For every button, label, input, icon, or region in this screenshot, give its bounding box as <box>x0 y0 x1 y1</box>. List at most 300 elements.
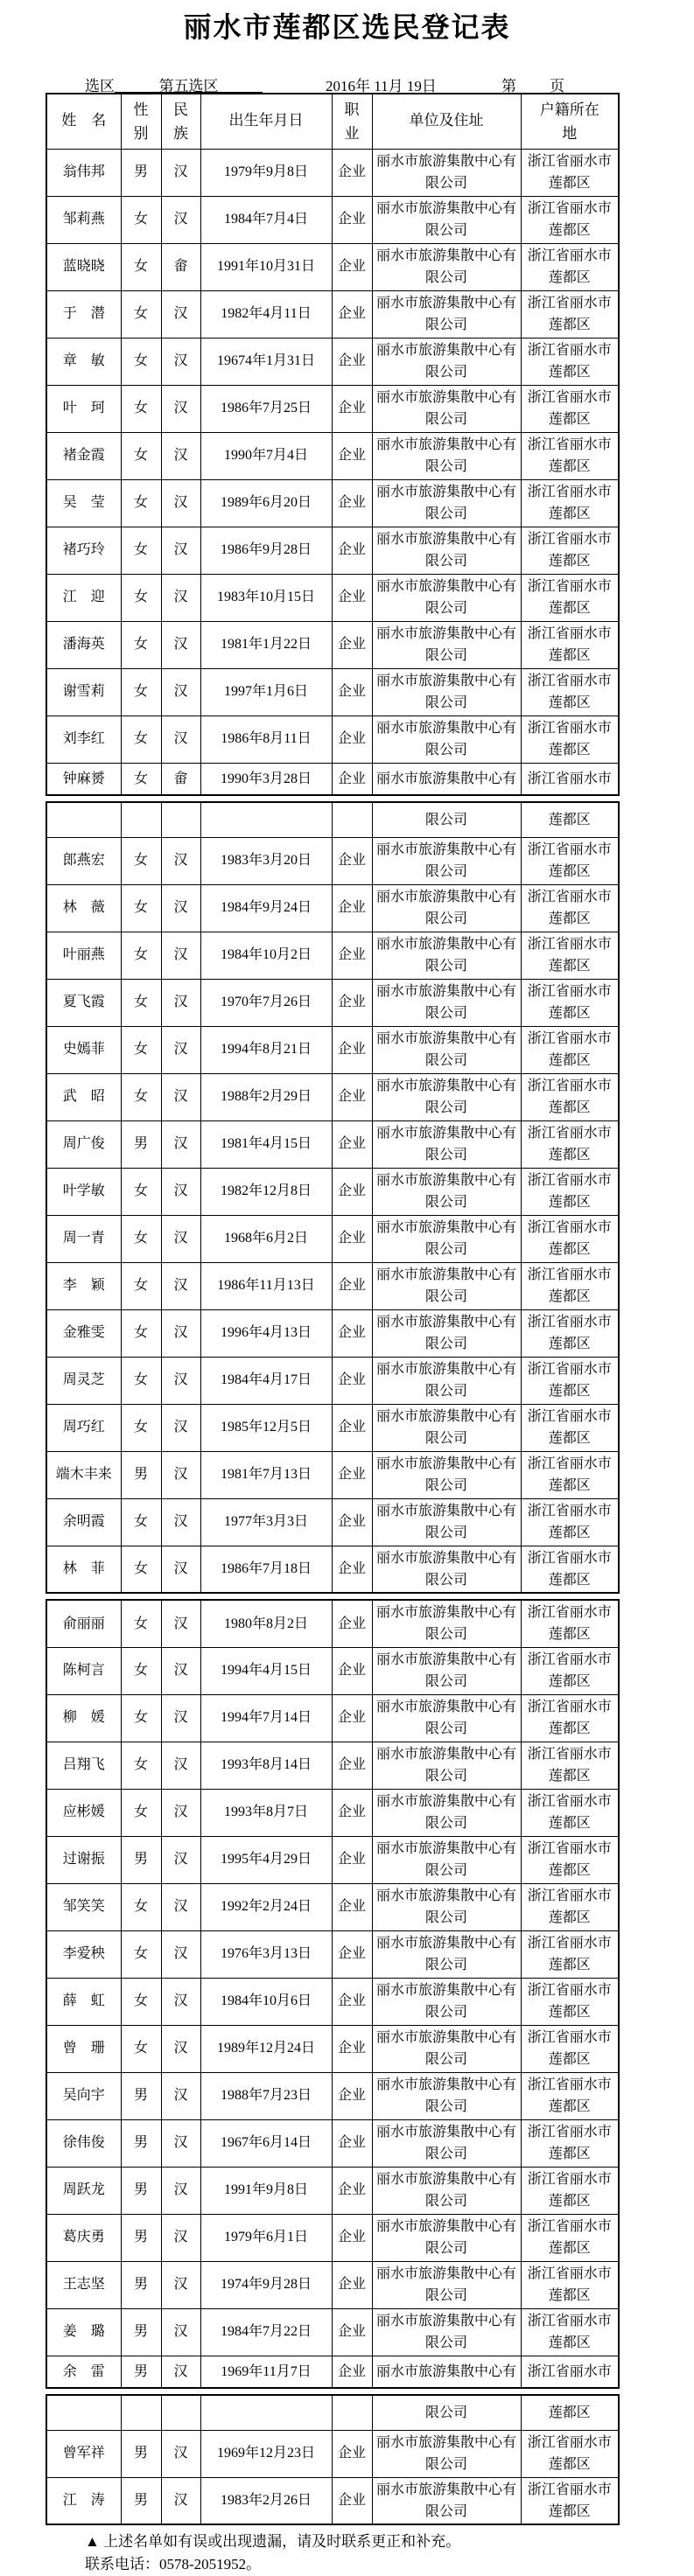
cell-occupation: 企业 <box>332 1978 372 2025</box>
cell-name: 曾军祥 <box>46 2430 121 2477</box>
cell-gender: 女 <box>121 1742 161 1789</box>
cell-gender: 女 <box>121 385 161 432</box>
cell-unit: 丽水市旅游集散中心有 限公司 <box>372 1647 521 1694</box>
footer <box>85 2531 623 2576</box>
cell-ethnicity: 汉 <box>161 574 200 621</box>
cell-occupation: 企业 <box>332 1647 372 1694</box>
cell-ethnicity: 汉 <box>161 1978 200 2025</box>
district-label: 选区 <box>85 78 115 94</box>
cell-birth: 1984年10月2日 <box>200 932 332 979</box>
cell-gender: 男 <box>121 2214 161 2261</box>
cell-birth: 1986年9月28日 <box>200 527 332 574</box>
cell-ethnicity: 汉 <box>161 1498 200 1546</box>
cell-unit: 丽水市旅游集散中心有 限公司 <box>372 1026 521 1073</box>
table-row <box>46 1836 619 1883</box>
cell-unit: 丽水市旅游集散中心有 限公司 <box>372 1742 521 1789</box>
cell-registration: 浙江省丽水市 莲都区 <box>521 338 619 385</box>
cell-birth: 1992年2月24日 <box>200 1883 332 1930</box>
cell-birth: 1990年3月28日 <box>200 763 332 795</box>
cell-ethnicity: 汉 <box>161 621 200 668</box>
table-row <box>46 2356 619 2388</box>
cell-registration: 浙江省丽水市 莲都区 <box>521 979 619 1026</box>
cell-occupation: 企业 <box>332 338 372 385</box>
cell-occupation: 企业 <box>332 1789 372 1836</box>
cell-birth: 1967年6月14日 <box>200 2119 332 2167</box>
cell-occupation: 企业 <box>332 1883 372 1930</box>
cell-name: 刘李红 <box>46 716 121 763</box>
table-row <box>46 196 619 243</box>
cell-ethnicity: 汉 <box>161 2308 200 2356</box>
cell-name: 史嫣菲 <box>46 1026 121 1073</box>
table-row <box>46 2477 619 2524</box>
cell-birth <box>200 2395 332 2430</box>
cell-unit: 丽水市旅游集散中心有 限公司 <box>372 668 521 716</box>
cell-registration: 浙江省丽水市 莲都区 <box>521 2308 619 2356</box>
cell-occupation: 企业 <box>332 1309 372 1357</box>
cell-occupation: 企业 <box>332 2261 372 2308</box>
cell-unit: 丽水市旅游集散中心有 限公司 <box>372 932 521 979</box>
cell-birth: 1982年4月11日 <box>200 290 332 338</box>
cell-unit: 丽水市旅游集散中心有 限公司 <box>372 1262 521 1309</box>
cell-occupation: 企业 <box>332 1026 372 1073</box>
cell-unit: 丽水市旅游集散中心有 限公司 <box>372 1694 521 1742</box>
cell-registration: 浙江省丽水市 莲都区 <box>521 1694 619 1742</box>
cell-gender: 男 <box>121 2308 161 2356</box>
district-value: 第五选区 <box>115 73 263 93</box>
cell-registration: 浙江省丽水市 莲都区 <box>521 2261 619 2308</box>
cell-birth: 1991年10月31日 <box>200 243 332 290</box>
cell-unit: 丽水市旅游集散中心有 限公司 <box>372 1883 521 1930</box>
cell-registration: 浙江省丽水市 莲都区 <box>521 290 619 338</box>
cell-occupation: 企业 <box>332 1930 372 1978</box>
cell-registration: 浙江省丽水市 莲都区 <box>521 1789 619 1836</box>
cell-occupation: 企业 <box>332 979 372 1026</box>
cell-gender: 女 <box>121 338 161 385</box>
cell-birth: 1974年9月28日 <box>200 2261 332 2308</box>
cell-registration: 浙江省丽水市 莲都区 <box>521 2072 619 2119</box>
cell-registration: 浙江省丽水市 莲都区 <box>521 2167 619 2214</box>
cell-name: 周跃龙 <box>46 2167 121 2214</box>
cell-birth: 1997年1月6日 <box>200 668 332 716</box>
cell-unit: 丽水市旅游集散中心有 限公司 <box>372 243 521 290</box>
cell-name: 周灵芝 <box>46 1357 121 1404</box>
cell-name: 李 颖 <box>46 1262 121 1309</box>
cell-registration: 浙江省丽水市 莲都区 <box>521 1883 619 1930</box>
cell-gender: 女 <box>121 884 161 932</box>
cell-occupation: 企业 <box>332 1836 372 1883</box>
table-row <box>46 2072 619 2119</box>
cell-name: 余 雷 <box>46 2356 121 2388</box>
cell-name: 夏飞霞 <box>46 979 121 1026</box>
cell-unit: 丽水市旅游集散中心有 限公司 <box>372 716 521 763</box>
cell-birth: 1991年9月8日 <box>200 2167 332 2214</box>
cell-birth: 1989年6月20日 <box>200 479 332 527</box>
table-row <box>46 574 619 621</box>
table-row <box>46 290 619 338</box>
table-row <box>46 1600 619 1647</box>
cell-ethnicity: 汉 <box>161 2261 200 2308</box>
cell-registration: 浙江省丽水市 莲都区 <box>521 1930 619 1978</box>
cell-unit: 丽水市旅游集散中心有 限公司 <box>372 1836 521 1883</box>
cell-registration: 浙江省丽水市 <box>521 763 619 795</box>
cell-unit: 丽水市旅游集散中心有 限公司 <box>372 2430 521 2477</box>
cell-occupation: 企业 <box>332 621 372 668</box>
cell-occupation: 企业 <box>332 479 372 527</box>
cell-registration: 浙江省丽水市 莲都区 <box>521 1647 619 1694</box>
cell-unit: 丽水市旅游集散中心有 限公司 <box>372 1789 521 1836</box>
cell-ethnicity: 汉 <box>161 837 200 884</box>
cell-unit: 丽水市旅游集散中心有 限公司 <box>372 385 521 432</box>
cell-gender: 男 <box>121 2119 161 2167</box>
cell-ethnicity: 汉 <box>161 1694 200 1742</box>
cell-registration: 浙江省丽水市 莲都区 <box>521 1215 619 1262</box>
cell-gender: 女 <box>121 1073 161 1120</box>
voter-table-area <box>46 93 623 2576</box>
table-row <box>46 243 619 290</box>
cell-birth: 1984年10月6日 <box>200 1978 332 2025</box>
cell-ethnicity: 汉 <box>161 2477 200 2524</box>
cell-gender: 女 <box>121 932 161 979</box>
cell-unit: 丽水市旅游集散中心有 限公司 <box>372 2072 521 2119</box>
cell-occupation: 企业 <box>332 1546 372 1593</box>
cell-unit: 丽水市旅游集散中心有 <box>372 2356 521 2388</box>
cell-birth: 1979年6月1日 <box>200 2214 332 2261</box>
table-row <box>46 837 619 884</box>
cell-name: 徐伟俊 <box>46 2119 121 2167</box>
cell-occupation: 企业 <box>332 1215 372 1262</box>
cell-registration: 浙江省丽水市 莲都区 <box>521 2119 619 2167</box>
cell-occupation: 企业 <box>332 2119 372 2167</box>
cell-name: 周一青 <box>46 1215 121 1262</box>
column-header-unit: 单位及住址 <box>372 94 521 149</box>
table-row <box>46 1647 619 1694</box>
cell-occupation: 企业 <box>332 385 372 432</box>
cell-occupation: 企业 <box>332 668 372 716</box>
cell-gender: 女 <box>121 1978 161 2025</box>
cell-name: 叶丽燕 <box>46 932 121 979</box>
cell-name: 陈柯言 <box>46 1647 121 1694</box>
cell-gender: 女 <box>121 1930 161 1978</box>
cell-name: 叶学敏 <box>46 1168 121 1215</box>
cell-gender: 女 <box>121 1883 161 1930</box>
cell-ethnicity: 汉 <box>161 149 200 196</box>
cell-registration: 浙江省丽水市 莲都区 <box>521 668 619 716</box>
cell-gender: 男 <box>121 1120 161 1168</box>
cell-name: 武 昭 <box>46 1073 121 1120</box>
cell-unit: 丽水市旅游集散中心有 限公司 <box>372 1357 521 1404</box>
cell-birth: 1984年7月4日 <box>200 196 332 243</box>
cell-name: 过谢振 <box>46 1836 121 1883</box>
column-header-gender: 性别 <box>121 94 161 149</box>
cell-unit: 丽水市旅游集散中心有 限公司 <box>372 1215 521 1262</box>
cell-birth: 19674年1月31日 <box>200 338 332 385</box>
cell-unit: 限公司 <box>372 802 521 837</box>
cell-name: 潘海英 <box>46 621 121 668</box>
cell-unit: 丽水市旅游集散中心有 限公司 <box>372 2119 521 2167</box>
cell-birth: 1986年7月18日 <box>200 1546 332 1593</box>
cell-birth: 1981年1月22日 <box>200 621 332 668</box>
cell-occupation: 企业 <box>332 1073 372 1120</box>
cell-birth: 1989年12月24日 <box>200 2025 332 2072</box>
cell-registration: 浙江省丽水市 莲都区 <box>521 2477 619 2524</box>
cell-registration: 浙江省丽水市 莲都区 <box>521 1498 619 1546</box>
cell-occupation: 企业 <box>332 196 372 243</box>
meta-line <box>0 73 694 94</box>
cell-gender: 女 <box>121 1262 161 1309</box>
cell-occupation: 企业 <box>332 2025 372 2072</box>
cell-name: 林 菲 <box>46 1546 121 1593</box>
cell-occupation: 企业 <box>332 2214 372 2261</box>
cell-name: 谢雪莉 <box>46 668 121 716</box>
cell-registration: 浙江省丽水市 莲都区 <box>521 1026 619 1073</box>
cell-unit: 丽水市旅游集散中心有 限公司 <box>372 1073 521 1120</box>
cell-occupation: 企业 <box>332 837 372 884</box>
cell-registration: 莲都区 <box>521 2395 619 2430</box>
cell-birth: 1988年7月23日 <box>200 2072 332 2119</box>
table-row <box>46 2119 619 2167</box>
table-row <box>46 1120 619 1168</box>
column-header-name: 姓 名 <box>46 94 121 149</box>
cell-registration: 浙江省丽水市 莲都区 <box>521 1600 619 1647</box>
table-row <box>46 2308 619 2356</box>
cell-registration: 浙江省丽水市 莲都区 <box>521 527 619 574</box>
cell-unit: 丽水市旅游集散中心有 限公司 <box>372 527 521 574</box>
cell-birth: 1985年12月5日 <box>200 1404 332 1451</box>
cell-name: 邹莉燕 <box>46 196 121 243</box>
cell-ethnicity: 汉 <box>161 2119 200 2167</box>
cell-birth: 1988年2月29日 <box>200 1073 332 1120</box>
cell-gender <box>121 2395 161 2430</box>
cell-ethnicity: 汉 <box>161 479 200 527</box>
cell-unit: 丽水市旅游集散中心有 限公司 <box>372 1978 521 2025</box>
cell-name: 葛庆勇 <box>46 2214 121 2261</box>
page-number-suffix: 页 <box>550 78 564 94</box>
cell-ethnicity: 汉 <box>161 884 200 932</box>
cell-occupation: 企业 <box>332 290 372 338</box>
table-row <box>46 527 619 574</box>
cell-gender: 女 <box>121 290 161 338</box>
cell-birth: 1996年4月13日 <box>200 1309 332 1357</box>
cell-occupation: 企业 <box>332 763 372 795</box>
cell-registration: 浙江省丽水市 莲都区 <box>521 1404 619 1451</box>
cell-registration: 浙江省丽水市 莲都区 <box>521 1168 619 1215</box>
cell-name: 翁伟邦 <box>46 149 121 196</box>
cell-birth: 1976年3月13日 <box>200 1930 332 1978</box>
cell-birth: 1984年9月24日 <box>200 884 332 932</box>
table-row <box>46 2167 619 2214</box>
footer-phone: 联系电话：0578-2051952。 <box>85 2556 262 2573</box>
cell-occupation: 企业 <box>332 527 372 574</box>
cell-gender: 女 <box>121 1789 161 1836</box>
cell-registration: 浙江省丽水市 莲都区 <box>521 932 619 979</box>
cell-gender: 女 <box>121 668 161 716</box>
cell-registration: 浙江省丽水市 莲都区 <box>521 1262 619 1309</box>
cell-name: 章 敏 <box>46 338 121 385</box>
cell-occupation: 企业 <box>332 1694 372 1742</box>
cell-occupation: 企业 <box>332 2430 372 2477</box>
cell-ethnicity: 汉 <box>161 1647 200 1694</box>
cell-registration: 浙江省丽水市 莲都区 <box>521 149 619 196</box>
cell-registration: 浙江省丽水市 莲都区 <box>521 1309 619 1357</box>
cell-name: 周巧红 <box>46 1404 121 1451</box>
cell-birth: 1968年6月2日 <box>200 1215 332 1262</box>
cell-birth: 1994年4月15日 <box>200 1647 332 1694</box>
cell-unit: 丽水市旅游集散中心有 限公司 <box>372 196 521 243</box>
cell-gender: 女 <box>121 243 161 290</box>
cell-ethnicity: 汉 <box>161 668 200 716</box>
cell-name: 端木丰来 <box>46 1451 121 1498</box>
table-row <box>46 1451 619 1498</box>
cell-registration: 浙江省丽水市 莲都区 <box>521 1073 619 1120</box>
cell-unit: 丽水市旅游集散中心有 限公司 <box>372 837 521 884</box>
cell-name <box>46 802 121 837</box>
cell-unit: 丽水市旅游集散中心有 限公司 <box>372 2214 521 2261</box>
table-row <box>46 479 619 527</box>
cell-unit: 丽水市旅游集散中心有 限公司 <box>372 149 521 196</box>
cell-gender: 女 <box>121 1600 161 1647</box>
cell-gender: 女 <box>121 1694 161 1742</box>
cell-ethnicity: 畲 <box>161 243 200 290</box>
cell-ethnicity: 汉 <box>161 1357 200 1404</box>
cell-gender: 女 <box>121 1647 161 1694</box>
cell-ethnicity: 汉 <box>161 1026 200 1073</box>
cell-registration: 浙江省丽水市 莲都区 <box>521 2214 619 2261</box>
cell-gender: 男 <box>121 2356 161 2388</box>
cell-unit: 丽水市旅游集散中心有 限公司 <box>372 2308 521 2356</box>
cell-unit: 丽水市旅游集散中心有 <box>372 763 521 795</box>
cell-unit: 丽水市旅游集散中心有 限公司 <box>372 1404 521 1451</box>
table-row <box>46 668 619 716</box>
column-header-ethnicity: 民族 <box>161 94 200 149</box>
cell-unit: 丽水市旅游集散中心有 限公司 <box>372 1930 521 1978</box>
cell-gender: 女 <box>121 716 161 763</box>
cell-registration: 浙江省丽水市 莲都区 <box>521 1836 619 1883</box>
cell-occupation: 企业 <box>332 1262 372 1309</box>
cell-birth: 1983年10月15日 <box>200 574 332 621</box>
cell-name: 褚金霞 <box>46 432 121 479</box>
cell-ethnicity: 汉 <box>161 1262 200 1309</box>
cell-unit: 丽水市旅游集散中心有 限公司 <box>372 884 521 932</box>
cell-ethnicity: 汉 <box>161 1073 200 1120</box>
cell-occupation: 企业 <box>332 1742 372 1789</box>
cell-birth: 1981年7月13日 <box>200 1451 332 1498</box>
table-row <box>46 1742 619 1789</box>
cell-name: 薛 虹 <box>46 1978 121 2025</box>
table-row <box>46 716 619 763</box>
cell-birth: 1993年8月14日 <box>200 1742 332 1789</box>
cell-gender: 女 <box>121 432 161 479</box>
table-row <box>46 2430 619 2477</box>
column-header-registration: 户籍所在地 <box>521 94 619 149</box>
table-row <box>46 1546 619 1593</box>
cell-registration: 浙江省丽水市 <box>521 2356 619 2388</box>
cell-name: 曾 珊 <box>46 2025 121 2072</box>
cell-unit: 丽水市旅游集散中心有 限公司 <box>372 1309 521 1357</box>
cell-gender: 男 <box>121 2072 161 2119</box>
table-row <box>46 1168 619 1215</box>
cell-ethnicity: 汉 <box>161 1168 200 1215</box>
cell-birth: 1983年3月20日 <box>200 837 332 884</box>
cell-birth: 1969年11月7日 <box>200 2356 332 2388</box>
cell-ethnicity: 汉 <box>161 1883 200 1930</box>
cell-unit: 丽水市旅游集散中心有 限公司 <box>372 290 521 338</box>
cell-birth: 1986年7月25日 <box>200 385 332 432</box>
cell-ethnicity: 畲 <box>161 763 200 795</box>
cell-name: 邹笑笑 <box>46 1883 121 1930</box>
voter-table-block <box>46 1599 620 2389</box>
cell-name: 吴 莹 <box>46 479 121 527</box>
cell-unit: 丽水市旅游集散中心有 限公司 <box>372 979 521 1026</box>
cell-occupation: 企业 <box>332 1404 372 1451</box>
table-row <box>46 1930 619 1978</box>
cell-registration: 浙江省丽水市 莲都区 <box>521 1978 619 2025</box>
cell-birth: 1994年8月21日 <box>200 1026 332 1073</box>
voter-table-block <box>46 93 620 796</box>
cell-gender: 女 <box>121 979 161 1026</box>
cell-registration: 浙江省丽水市 莲都区 <box>521 196 619 243</box>
cell-unit: 丽水市旅游集散中心有 限公司 <box>372 2025 521 2072</box>
cell-birth: 1994年7月14日 <box>200 1694 332 1742</box>
cell-registration: 浙江省丽水市 莲都区 <box>521 1451 619 1498</box>
cell-registration: 莲都区 <box>521 802 619 837</box>
cell-birth: 1980年8月2日 <box>200 1600 332 1647</box>
cell-gender: 女 <box>121 1215 161 1262</box>
cell-occupation: 企业 <box>332 1600 372 1647</box>
cell-name: 余明霞 <box>46 1498 121 1546</box>
cell-occupation: 企业 <box>332 1120 372 1168</box>
cell-occupation: 企业 <box>332 1168 372 1215</box>
cell-registration: 浙江省丽水市 莲都区 <box>521 479 619 527</box>
table-row <box>46 432 619 479</box>
table-row <box>46 2261 619 2308</box>
cell-registration: 浙江省丽水市 莲都区 <box>521 1120 619 1168</box>
cell-occupation: 企业 <box>332 2167 372 2214</box>
column-header-birth: 出生年月日 <box>200 94 332 149</box>
cell-ethnicity: 汉 <box>161 1451 200 1498</box>
cell-registration: 浙江省丽水市 莲都区 <box>521 2430 619 2477</box>
cell-name: 褚巧玲 <box>46 527 121 574</box>
cell-registration: 浙江省丽水市 莲都区 <box>521 716 619 763</box>
cell-gender: 男 <box>121 2430 161 2477</box>
cell-occupation: 企业 <box>332 932 372 979</box>
cell-name: 林 薇 <box>46 884 121 932</box>
table-row <box>46 1309 619 1357</box>
cell-name: 王志坚 <box>46 2261 121 2308</box>
cell-unit: 丽水市旅游集散中心有 限公司 <box>372 2477 521 2524</box>
cell-ethnicity: 汉 <box>161 2214 200 2261</box>
cell-birth: 1977年3月3日 <box>200 1498 332 1546</box>
cell-gender: 女 <box>121 196 161 243</box>
cell-ethnicity: 汉 <box>161 432 200 479</box>
cell-name: 吴向宇 <box>46 2072 121 2119</box>
cell-name: 江 迎 <box>46 574 121 621</box>
cell-registration: 浙江省丽水市 莲都区 <box>521 385 619 432</box>
cell-birth: 1981年4月15日 <box>200 1120 332 1168</box>
cell-gender: 女 <box>121 1498 161 1546</box>
cell-birth: 1993年8月7日 <box>200 1789 332 1836</box>
cell-ethnicity: 汉 <box>161 2356 200 2388</box>
table-row <box>46 1694 619 1742</box>
voter-table-block <box>46 2394 620 2525</box>
cell-occupation: 企业 <box>332 2308 372 2356</box>
cell-unit: 丽水市旅游集散中心有 限公司 <box>372 1168 521 1215</box>
cell-name: 金雅雯 <box>46 1309 121 1357</box>
table-row <box>46 149 619 196</box>
cell-occupation: 企业 <box>332 1357 372 1404</box>
cell-ethnicity: 汉 <box>161 932 200 979</box>
cell-ethnicity: 汉 <box>161 527 200 574</box>
cell-gender: 女 <box>121 763 161 795</box>
